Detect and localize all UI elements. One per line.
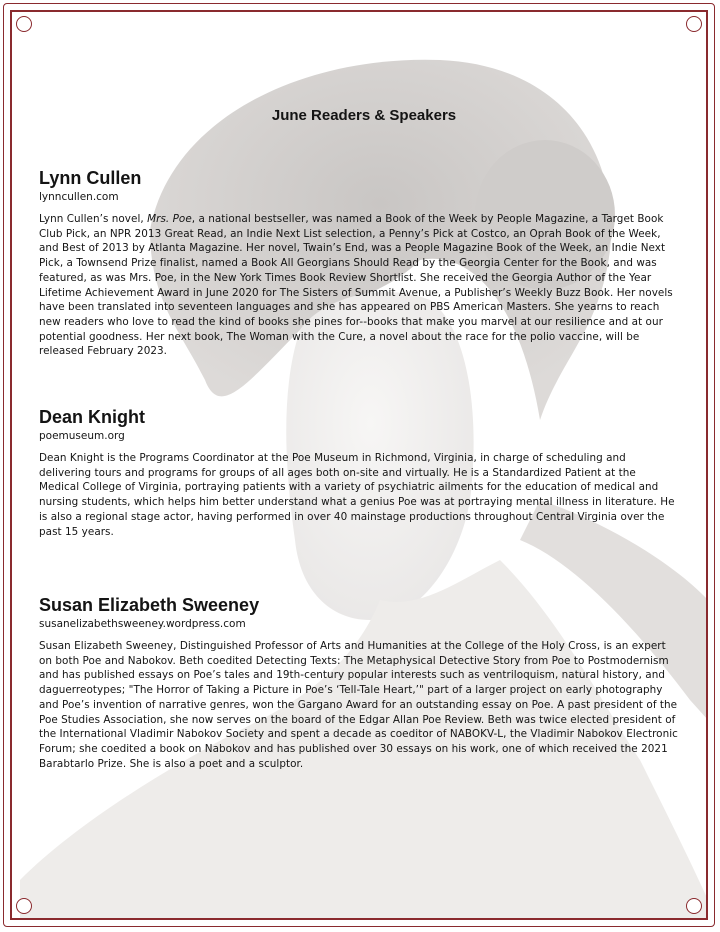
- speaker-susan-elizabeth-sweeney: [39, 595, 679, 771]
- speaker-bio: Dean Knight is the Programs Coordinator at the Poe Museum in Richmond, Virginia, in charge of scheduling and delivering tours and programs for groups of all ages both on-site and virtually. He is a Standardized Patient at the Medical College of Virginia, portraying patients with a variety of psychiatric ailments for the education of medical and nursing students, which helps him better understand what a genius Poe was at portraying mental illness in literature. He is also a regional stage actor, having performed in over 40 mainstage productions throughout Central Virginia over the past 15 years.: [39, 452, 675, 538]
- speaker-name: Dean Knight: [39, 407, 145, 427]
- speaker-website[interactable]: susanelizabethsweeney.wordpress.com: [39, 618, 246, 630]
- book-title: Mrs. Poe: [147, 213, 192, 225]
- corner-ornament: [686, 898, 702, 914]
- speaker-name: Susan Elizabeth Sweeney: [39, 595, 260, 615]
- corner-ornament: [686, 16, 702, 32]
- speaker-bio: [39, 212, 679, 359]
- speaker-lynn-cullen: [39, 168, 679, 359]
- bio-lead: Lynn Cullen’s novel,: [39, 213, 148, 225]
- speaker-website[interactable]: poemuseum.org: [39, 430, 125, 442]
- page-title: June Readers & Speakers: [271, 107, 457, 124]
- speaker-name: Lynn Cullen: [39, 168, 142, 188]
- speaker-bio: Susan Elizabeth Sweeney, Distinguished Professor of Arts and Humanities at the College of the Holy Cross, is an expert on both Poe and Nabokov. Beth coedited Detecting Texts: The Metaphysical Detective Story from Poe to Postmodernism and has published essays on Poe’s tales and 19th-century popular interests such as ventriloquism, natural history, and daguerreotypes; "The Horror of Taking a Picture in Poe’s ‘Tell-Tale Heart,’" part of a larger project on early photography and Poe’s invention of narrative genres, won the Gargano Award for an outstanding essay on Poe. A past president of the Poe Studies Association, she now serves on the board of the Edgar Allan Poe Review. Beth was twice elected president of the International Vladimir Nabokov Society and spent a decade as coeditor of NABOKV-L, the Vladimir Nabokov Electronic Forum; she coedited a book on Nabokov and has published over 30 essays on his work, one of which received the 2021 Barabtarlo Prize. She is also a poet and a sculptor.: [39, 640, 678, 770]
- bio-rest: , a national bestseller, was named a Book of the Week by People Magazine, a Target Book Club Pick, an NPR 2013 Great Read, an Indie Next List selection, a Penny’s Pick at Costco, an Oprah Book of the Week, and Best of 2013 by Atlanta Magazine. Her novel, Twain’s End, was a People Magazine Book of the Week, an Indie Next Pick, a Townsend Prize finalist, named a Book All Georgians Should Read by the Georgia Center for the Book, and was featured, as was Mrs. Poe, in the New York Times Book Review Shortlist. She received the Georgia Author of the Year Lifetime Achievement Award in June 2020 for The Sisters of Summit Avenue, a Publisher’s Weekly Buzz Book. Her novels have been translated into seventeen languages and she has appeared on PBS American Masters. She yearns to reach new readers who love to read the kind of books she pines for--books that make you marvel at our resilience and at our potential goodness. Her next book, The Woman with the Cure, a novel about the race for the polio vaccine, will be released February 2023.: [39, 213, 673, 358]
- corner-ornament: [16, 898, 32, 914]
- speaker-dean-knight: [39, 407, 679, 539]
- speaker-website[interactable]: lynncullen.com: [39, 191, 119, 203]
- corner-ornament: [16, 16, 32, 32]
